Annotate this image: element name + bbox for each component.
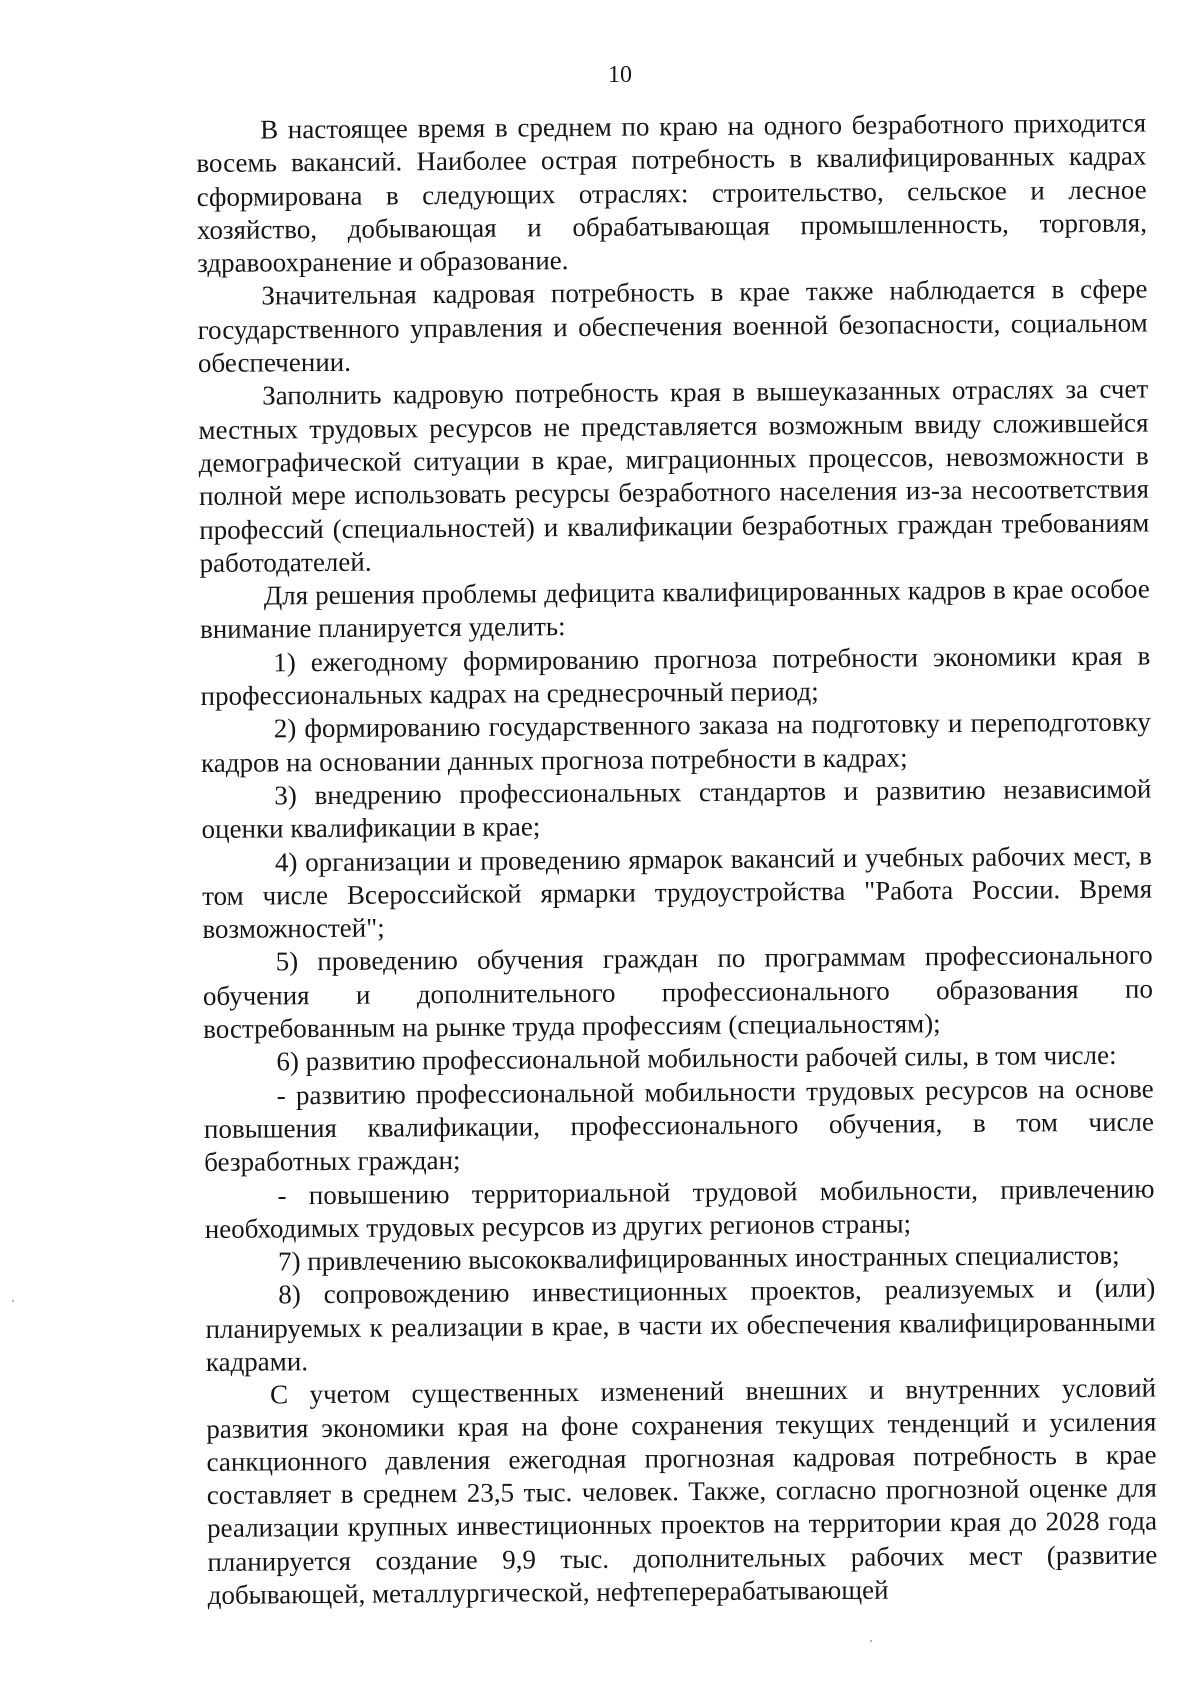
sub-list-item: - развитию профессиональной мобильности трудовых ресурсов на основе повышения квалификации, профессионального обучения, в том числе безработных граждан; [203,1073,1155,1178]
paragraph: Значительная кадровая потребность в крае также наблюдается в сфере государственного управления и обеспечения военной безопасности, социальном обеспечении. [197,274,1148,379]
list-item: 5) проведению обучения граждан по программам профессионального обучения и дополнительного профессионального образования по востребованным на рынке труда профессиям (специальностям); [202,939,1154,1044]
paragraph: В настоящее время в среднем по краю на одного безработного приходится восемь вакансий. Наиболее острая потребность в квалифицированных кадрах сформирована в следующих отраслях: строительство, сельское и лесное хозяйство, добывающая и обрабатывающая промышленность, торговля, здравоохранение и образование. [196,107,1147,279]
list-item: 8) сопровождению инвестиционных проектов, реализуемых и (или) планируемых к реализации в крае, в части их обеспечения квалифицированными кадрами. [205,1272,1156,1377]
list-item: 3) внедрению профессиональных стандартов и развитию независимой оценки квалификации в крае; [201,773,1152,845]
paragraph: Заполнить кадровую потребность края в вышеуказанных отраслях за счет местных трудовых ресурсов не представляется возможным ввиду сложившейся демографической ситуации в крае, миграционных процессов, невозможности в полной мере использовать ресурсы безработного населения из-за несоответствия профессий (специальностей) и квалификации безработных граждан требованиям работодателей. [198,373,1150,578]
document-body [196,107,1158,1613]
scan-speck [12,1300,14,1302]
closing-paragraph: С учетом существенных изменений внешних и внутренних условий развития экономики края на фоне сохранения текущих тенденций и усиления санкционного давления ежегодная прогнозная кадровая потребность в крае составляет в среднем 23,5 тыс. человек. Также, согласно прогнозной оценке для реализации крупных инвестиционных проектов на территории края до 2028 года планируется создание 9,9 тыс. дополнительных рабочих мест (развитие добывающей, металлургической, нефтеперерабатывающей [206,1372,1158,1611]
sub-list-item: - повышению территориальной трудовой мобильности, привлечению необходимых трудовых ресурсов из других регионов страны; [204,1173,1155,1244]
scan-speck [870,1640,872,1642]
list-item: 6) развитию профессиональной мобильности рабочей силы, в том числе: [276,1040,1117,1077]
list-item: 7) привлечению высококвалифицированных иностранных специалистов; [277,1239,1120,1277]
page-number: 10 [608,62,632,88]
paragraph: Для решения проблемы дефицита квалифицированных кадров в крае особое внимание планируется уделить: [199,573,1150,645]
list-item: 1) ежегодному формированию прогноза потребности экономики края в профессиональных кадрах на среднесрочный период; [200,640,1151,712]
list-item: 4) организации и проведению ярмарок вакансий и учебных рабочих мест, в том числе Всероссийской ярмарки трудоустройства "Работа России. Время возможностей"; [202,840,1153,945]
list-item: 2) формированию государственного заказа на подготовку и переподготовку кадров на основании данных прогноза потребности в кадрах; [200,706,1151,778]
